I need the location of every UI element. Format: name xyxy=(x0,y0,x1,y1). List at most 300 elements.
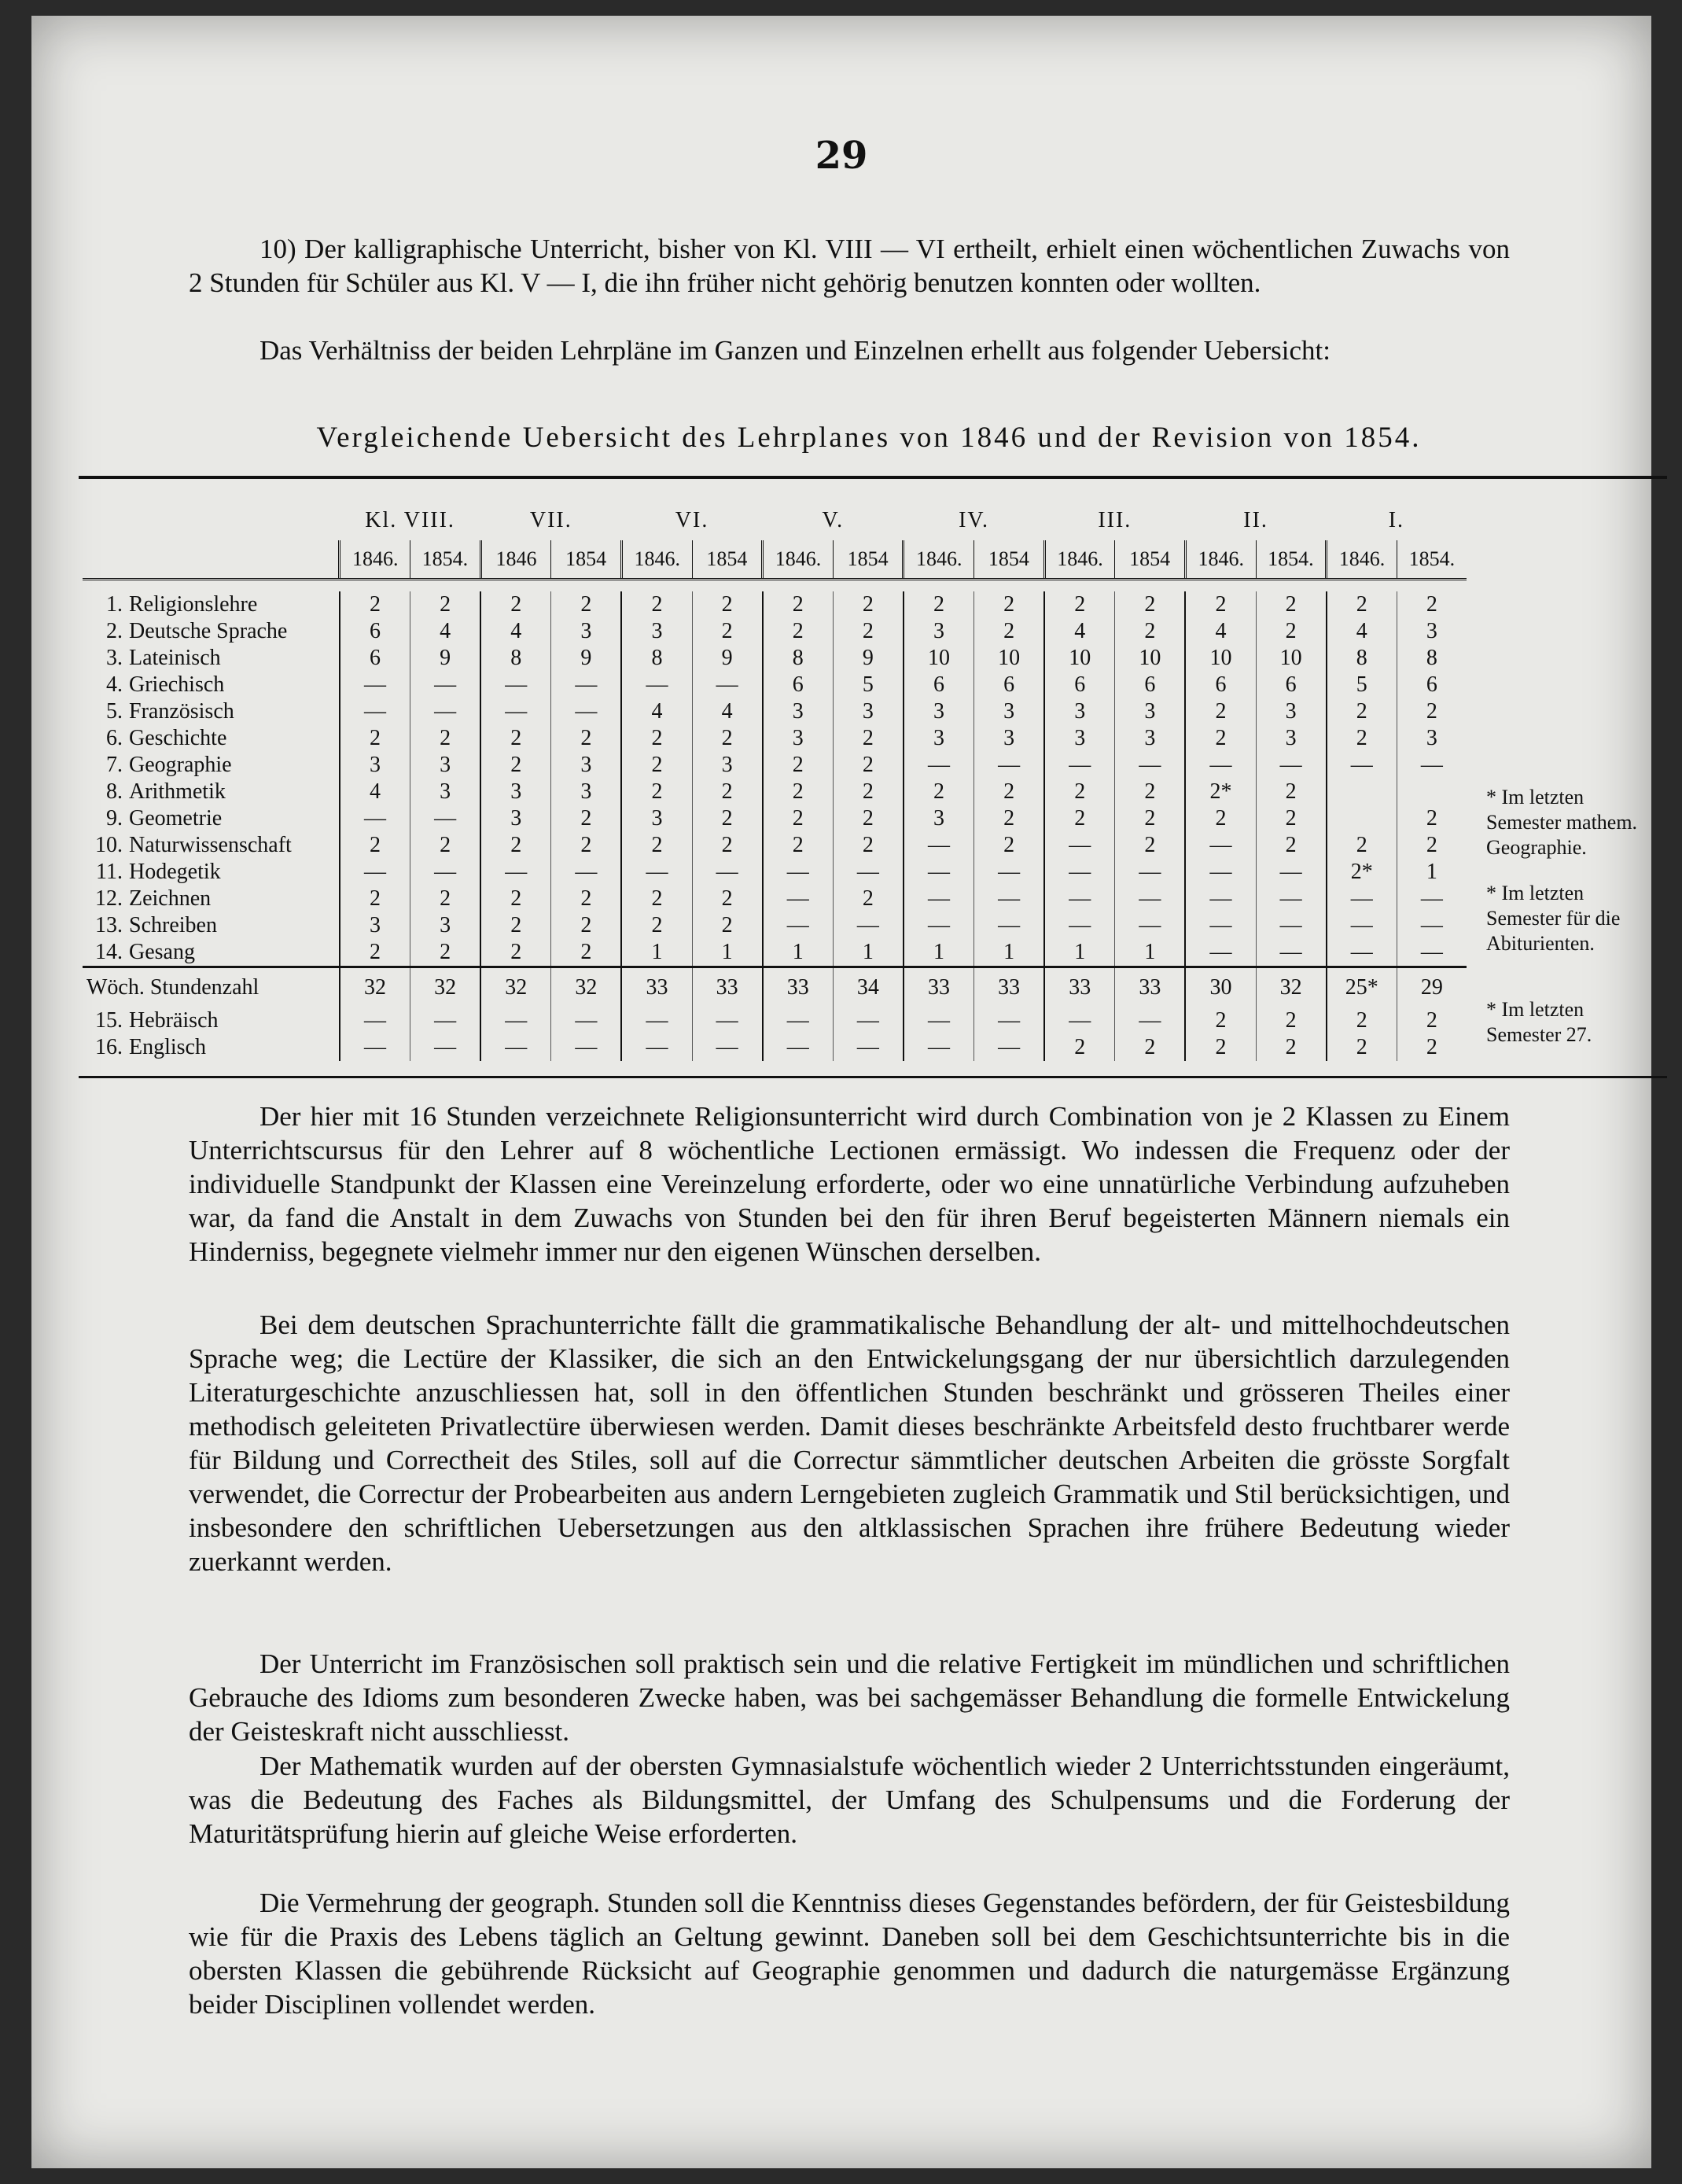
table-row xyxy=(83,698,1467,725)
table-top-rule xyxy=(79,476,1667,479)
class-header: VII. xyxy=(529,508,572,532)
year-header: 1846. xyxy=(340,540,410,580)
hours-cell: 3 xyxy=(480,805,551,832)
hours-cell: — xyxy=(1115,1007,1186,1034)
hours-cell: 2 xyxy=(621,832,692,859)
hours-cell: 2 xyxy=(692,912,763,939)
hours-cell: 2 xyxy=(480,591,551,618)
subject-label xyxy=(83,939,340,967)
subject-label xyxy=(83,967,340,1008)
hours-cell: 2 xyxy=(1256,591,1327,618)
hours-cell: 33 xyxy=(692,967,763,1008)
hours-cell: 2 xyxy=(1115,618,1186,645)
hours-cell: 2 xyxy=(1256,779,1327,805)
hours-cell: — xyxy=(1256,912,1327,939)
hours-cell: — xyxy=(833,912,904,939)
hours-cell: 4 xyxy=(1044,618,1115,645)
hours-cell: 2 xyxy=(1327,1034,1397,1061)
hours-cell: 2 xyxy=(763,752,834,779)
table-row xyxy=(83,645,1467,672)
hours-cell: 2 xyxy=(480,912,551,939)
hours-cell: — xyxy=(340,672,410,698)
hours-cell: 2 xyxy=(904,779,974,805)
hours-cell: 3 xyxy=(621,618,692,645)
hours-cell: 2 xyxy=(1044,779,1115,805)
class-header: III. xyxy=(1098,508,1132,532)
hours-cell: 10 xyxy=(1256,645,1327,672)
hours-cell: — xyxy=(410,859,481,886)
year-header: 1854 xyxy=(974,540,1045,580)
hours-cell: — xyxy=(763,1034,834,1061)
row-number: 15. xyxy=(95,1008,123,1033)
hours-cell: — xyxy=(974,886,1045,912)
hours-cell: 3 xyxy=(974,725,1045,752)
hours-cell: 2 xyxy=(1256,618,1327,645)
hours-cell: 32 xyxy=(340,967,410,1008)
hours-cell: 2 xyxy=(1115,779,1186,805)
subject-label xyxy=(83,779,340,805)
hours-cell: 2 xyxy=(621,912,692,939)
hours-cell: 2 xyxy=(692,779,763,805)
hours-cell: 5 xyxy=(1327,672,1397,698)
hours-cell: 2 xyxy=(551,912,622,939)
hours-cell: 2 xyxy=(692,591,763,618)
subject-label xyxy=(83,886,340,912)
hours-cell: 2 xyxy=(1397,591,1467,618)
hours-cell: 3 xyxy=(551,779,622,805)
hours-cell: — xyxy=(1115,912,1186,939)
hours-cell: — xyxy=(621,672,692,698)
hours-cell: — xyxy=(904,1034,974,1061)
year-header-row xyxy=(83,540,1467,580)
hours-cell: 3 xyxy=(410,912,481,939)
hours-cell: — xyxy=(340,1034,410,1061)
hours-cell: — xyxy=(763,886,834,912)
year-header: 1854 xyxy=(692,540,763,580)
hours-cell: 2* xyxy=(1185,779,1256,805)
hours-cell: 2 xyxy=(833,832,904,859)
subject-name: Geometrie xyxy=(129,806,223,831)
hours-cell: 2 xyxy=(1044,591,1115,618)
hours-cell: 2 xyxy=(621,725,692,752)
hours-cell: — xyxy=(904,912,974,939)
table-row xyxy=(83,1007,1467,1034)
hours-cell: 4 xyxy=(1185,618,1256,645)
class-header-row xyxy=(83,501,1467,540)
hours-cell: 2 xyxy=(621,779,692,805)
hours-cell: 2 xyxy=(1185,698,1256,725)
hours-cell: — xyxy=(904,886,974,912)
hours-cell: 2 xyxy=(974,779,1045,805)
document-page xyxy=(31,16,1651,2168)
class-header: V. xyxy=(822,508,845,532)
hours-cell: — xyxy=(1044,912,1115,939)
hours-cell: 2 xyxy=(480,752,551,779)
hours-cell: — xyxy=(410,1034,481,1061)
hours-cell: 33 xyxy=(974,967,1045,1008)
hours-cell: 2 xyxy=(621,752,692,779)
hours-cell: — xyxy=(1185,939,1256,967)
hours-cell: 3 xyxy=(551,752,622,779)
hours-cell: 1 xyxy=(833,939,904,967)
hours-cell: 6 xyxy=(974,672,1045,698)
subject-label xyxy=(83,725,340,752)
hours-cell: 8 xyxy=(1397,645,1467,672)
hours-cell: — xyxy=(833,1007,904,1034)
subject-name: Hodegetik xyxy=(129,860,221,884)
hours-cell: 1 xyxy=(974,939,1045,967)
hours-cell: 2 xyxy=(692,805,763,832)
hours-cell: — xyxy=(833,859,904,886)
subject-name: Lateinisch xyxy=(129,646,221,670)
hours-cell: 2 xyxy=(692,618,763,645)
hours-cell: 1 xyxy=(621,939,692,967)
hours-cell: — xyxy=(974,1034,1045,1061)
hours-cell: 2 xyxy=(833,591,904,618)
hours-cell: 6 xyxy=(340,618,410,645)
subject-name: Griechisch xyxy=(129,672,225,697)
table-row xyxy=(83,886,1467,912)
page-number: 29 xyxy=(815,134,868,178)
hours-cell: 2 xyxy=(551,591,622,618)
hours-cell: 2 xyxy=(551,886,622,912)
hours-cell: 3 xyxy=(763,725,834,752)
hours-cell: 6 xyxy=(1185,672,1256,698)
hours-cell: 2 xyxy=(1397,832,1467,859)
hours-cell: 9 xyxy=(833,645,904,672)
hours-cell: 2 xyxy=(1397,1007,1467,1034)
row-number: 7. xyxy=(106,753,123,777)
hours-cell: 4 xyxy=(1327,618,1397,645)
hours-cell: 2 xyxy=(1115,591,1186,618)
hours-cell: 3 xyxy=(410,779,481,805)
curriculum-table xyxy=(83,501,1467,1061)
hours-cell: 2 xyxy=(1044,1034,1115,1061)
row-number: 8. xyxy=(106,779,123,804)
table-bottom-rule xyxy=(79,1076,1667,1078)
hours-cell: 2 xyxy=(692,832,763,859)
hours-cell: 2 xyxy=(974,832,1045,859)
hours-cell: — xyxy=(1256,752,1327,779)
hours-cell: 10 xyxy=(974,645,1045,672)
hours-cell: — xyxy=(1397,752,1467,779)
hours-cell: 2 xyxy=(1397,1034,1467,1061)
table-row xyxy=(83,752,1467,779)
hours-cell: — xyxy=(904,752,974,779)
hours-cell: — xyxy=(1327,886,1397,912)
subject-name: Gesang xyxy=(129,940,195,964)
subject-name: Geschichte xyxy=(129,726,227,750)
subject-name: Englisch xyxy=(129,1035,206,1059)
hours-cell: — xyxy=(551,672,622,698)
row-number: 6. xyxy=(106,726,123,750)
hours-cell: 2 xyxy=(1256,805,1327,832)
year-header: 1854. xyxy=(1397,540,1467,580)
hours-cell: 4 xyxy=(621,698,692,725)
hours-cell: 2 xyxy=(1115,1034,1186,1061)
table-row xyxy=(83,779,1467,805)
row-number: 5. xyxy=(106,699,123,724)
hours-cell: 32 xyxy=(1256,967,1327,1008)
hours-cell: 6 xyxy=(340,645,410,672)
table-row xyxy=(83,967,1467,1008)
hours-cell: 3 xyxy=(551,618,622,645)
hours-cell: 2 xyxy=(621,886,692,912)
hours-cell: 8 xyxy=(1327,645,1397,672)
hours-cell: 3 xyxy=(692,752,763,779)
hours-cell: — xyxy=(621,859,692,886)
subject-label xyxy=(83,672,340,698)
hours-cell: 2 xyxy=(410,939,481,967)
hours-cell: — xyxy=(480,1007,551,1034)
hours-cell: — xyxy=(692,672,763,698)
hours-cell: 4 xyxy=(340,779,410,805)
hours-cell: — xyxy=(1115,859,1186,886)
hours-cell: — xyxy=(1397,939,1467,967)
hours-cell: 1 xyxy=(1397,859,1467,886)
intro-paragraph-2: Das Verhältniss der beiden Lehrpläne im Ganzen und Einzelnen erhellt aus folgender Uebersicht: xyxy=(259,335,1331,366)
hours-cell: 2 xyxy=(1044,805,1115,832)
hours-cell: 2 xyxy=(1115,832,1186,859)
hours-cell: 1 xyxy=(904,939,974,967)
year-header: 1846. xyxy=(763,540,834,580)
hours-cell: 2 xyxy=(1327,591,1397,618)
hours-cell: — xyxy=(974,752,1045,779)
body-paragraph-4: Der Mathematik wurden auf der obersten Gymnasialstufe wöchentlich wieder 2 Unterrichtsstunden eingeräumt, was die Bedeutung des Faches als Bildungsmittel, der Umfang des Schulpensums und die Forderung der Maturitätsprüfung hierin auf gleiche Weise erforderten. xyxy=(189,1751,1510,1849)
hours-cell: 10 xyxy=(904,645,974,672)
hours-cell: 3 xyxy=(621,805,692,832)
hours-cell: 29 xyxy=(1397,967,1467,1008)
hours-cell: 33 xyxy=(763,967,834,1008)
subject-name: Schreiben xyxy=(129,913,217,937)
hours-cell: 33 xyxy=(904,967,974,1008)
hours-cell: 2 xyxy=(621,591,692,618)
hours-cell: 2 xyxy=(410,832,481,859)
hours-cell: 33 xyxy=(1115,967,1186,1008)
hours-cell: — xyxy=(904,859,974,886)
hours-cell: 2 xyxy=(763,618,834,645)
hours-cell: 2 xyxy=(763,832,834,859)
hours-cell: 2 xyxy=(974,618,1045,645)
hours-cell: — xyxy=(692,859,763,886)
hours-cell: 2 xyxy=(763,779,834,805)
hours-cell: 2 xyxy=(974,591,1045,618)
hours-cell: 33 xyxy=(1044,967,1115,1008)
hours-cell: — xyxy=(763,859,834,886)
year-header: 1846. xyxy=(1327,540,1397,580)
body-paragraph-1: Der hier mit 16 Stunden verzeichnete Religionsunterricht wird durch Combination von je 2 Klassen zu Einem Unterrichtscursus für den Lehrer auf 8 wöchentliche Lectionen ermässigt. Wo indessen die Frequenz oder der individuelle Standpunkt der Klassen eine Vereinzelung erforderte, oder wo eine unnatürliche Verbindung aufzuheben war, da fand die Anstalt in dem Zuwachs von Stunden bei den für ihren Beruf begeisterten Männern niemals ein Hinderniss, begegnete vielmehr immer nur den eigenen Wünschen derselben. xyxy=(189,1101,1510,1267)
hours-cell: 2 xyxy=(1256,1034,1327,1061)
table-row xyxy=(83,805,1467,832)
table-row xyxy=(83,1034,1467,1061)
hours-cell: 3 xyxy=(410,752,481,779)
hours-cell: — xyxy=(1256,886,1327,912)
body-paragraph-3: Der Unterricht im Französischen soll praktisch sein und die relative Fertigkeit im mündlichen und schriftlichen Gebrauche des Idioms zum besonderen Zwecke haben, was bei sachgemässer Behandlung die formelle Entwickelung der Geisteskraft nicht ausschliesst. xyxy=(189,1648,1510,1747)
hours-cell: 1 xyxy=(763,939,834,967)
hours-cell: 2 xyxy=(340,939,410,967)
hours-cell: 2 xyxy=(1327,832,1397,859)
subject-label xyxy=(83,645,340,672)
row-number: 1. xyxy=(106,592,123,617)
hours-cell: — xyxy=(410,805,481,832)
subject-name: Französisch xyxy=(129,699,234,724)
hours-cell: 3 xyxy=(904,725,974,752)
hours-cell: — xyxy=(410,698,481,725)
row-number: 4. xyxy=(106,672,123,697)
hours-cell: 32 xyxy=(480,967,551,1008)
subject-label xyxy=(83,591,340,618)
year-header: 1846 xyxy=(480,540,551,580)
hours-cell: 2 xyxy=(551,805,622,832)
subject-name: Religionslehre xyxy=(129,592,258,617)
hours-cell: 9 xyxy=(692,645,763,672)
hours-cell: 6 xyxy=(1397,672,1467,698)
year-header: 1854 xyxy=(833,540,904,580)
hours-cell: 32 xyxy=(410,967,481,1008)
hours-cell: 5 xyxy=(833,672,904,698)
hours-cell xyxy=(1327,805,1397,832)
hours-cell: 3 xyxy=(340,752,410,779)
hours-cell: — xyxy=(621,1034,692,1061)
subject-name: Zeichnen xyxy=(129,886,212,911)
hours-cell: — xyxy=(340,698,410,725)
hours-cell: 2 xyxy=(763,591,834,618)
hours-cell: 2 xyxy=(1185,805,1256,832)
hours-cell: 4 xyxy=(692,698,763,725)
hours-cell: 1 xyxy=(1115,939,1186,967)
hours-cell: 6 xyxy=(904,672,974,698)
row-number: 3. xyxy=(106,646,123,670)
hours-cell: 3 xyxy=(1397,725,1467,752)
year-header: 1854 xyxy=(1115,540,1186,580)
hours-cell: 10 xyxy=(1185,645,1256,672)
year-header: 1846. xyxy=(1044,540,1115,580)
hours-cell: — xyxy=(763,912,834,939)
class-header: Kl. VIII. xyxy=(365,508,455,532)
hours-cell: 2 xyxy=(340,832,410,859)
hours-cell: 2 xyxy=(833,752,904,779)
class-header: IV. xyxy=(959,508,990,532)
class-header: I. xyxy=(1388,508,1405,532)
subject-name: Arithmetik xyxy=(129,779,226,804)
hours-cell: 2 xyxy=(480,939,551,967)
hours-cell: 2 xyxy=(410,886,481,912)
hours-cell: — xyxy=(551,1007,622,1034)
hours-cell: 2 xyxy=(410,725,481,752)
hours-cell: 3 xyxy=(904,698,974,725)
hours-cell: — xyxy=(1327,752,1397,779)
year-header: 1846. xyxy=(904,540,974,580)
hours-cell: 2 xyxy=(1397,698,1467,725)
hours-cell: 8 xyxy=(763,645,834,672)
hours-cell: 3 xyxy=(1397,618,1467,645)
hours-cell: 2 xyxy=(833,725,904,752)
hours-cell: 2* xyxy=(1327,859,1397,886)
hours-cell: 2 xyxy=(833,886,904,912)
hours-cell: — xyxy=(480,1034,551,1061)
subject-label xyxy=(83,1007,340,1034)
hours-cell: 3 xyxy=(904,618,974,645)
hours-cell: 30 xyxy=(1185,967,1256,1008)
hours-cell: 2 xyxy=(551,939,622,967)
subject-name: Hebräisch xyxy=(129,1008,219,1033)
footnote-1: * Im letzten Semester mathem. Geographie. xyxy=(1486,786,1638,859)
hours-cell: — xyxy=(833,1034,904,1061)
hours-cell: — xyxy=(480,859,551,886)
hours-cell: — xyxy=(904,832,974,859)
hours-cell: — xyxy=(551,698,622,725)
table-row xyxy=(83,672,1467,698)
hours-cell: 3 xyxy=(763,698,834,725)
hours-cell: 2 xyxy=(551,832,622,859)
subject-name: Naturwissenschaft xyxy=(129,833,292,857)
hours-cell: 2 xyxy=(1256,832,1327,859)
hours-cell: — xyxy=(1115,752,1186,779)
hours-cell: — xyxy=(340,805,410,832)
subject-label xyxy=(83,912,340,939)
hours-cell: 2 xyxy=(1185,591,1256,618)
hours-cell: 33 xyxy=(621,967,692,1008)
hours-cell: — xyxy=(1185,912,1256,939)
footnote-2: * Im letzten Semester für die Abiturienten. xyxy=(1486,882,1621,955)
hours-cell: 9 xyxy=(551,645,622,672)
hours-cell: 10 xyxy=(1115,645,1186,672)
hours-cell: 2 xyxy=(1185,725,1256,752)
hours-cell: — xyxy=(621,1007,692,1034)
subject-label xyxy=(83,805,340,832)
hours-cell: — xyxy=(1397,886,1467,912)
hours-cell: 2 xyxy=(833,779,904,805)
footnote-3: * Im letzten Semester 27. xyxy=(1486,998,1592,1046)
hours-cell: 34 xyxy=(833,967,904,1008)
row-number: 2. xyxy=(106,619,123,643)
hours-cell: 2 xyxy=(1115,805,1186,832)
body-paragraph-2: Bei dem deutschen Sprachunterrichte fällt die grammatikalische Behandlung der alt- und mittelhochdeutschen Sprache weg; die Lectüre der Klassiker, die sich an den Entwickelungsgang der nur übersichtlich darzulegenden Literaturgeschichte anzuschliessen hat, soll in den öffentlichen Stunden beschränkt und grösseren Theiles einer methodisch geleiteten Privatlectüre überwiesen werden. Damit dieses beschränkte Arbeitsfeld desto fruchtbarer werde für Bildung und Correctheit des Stiles, soll auf die Correctur sämmtlicher deutschen Arbeiten die grösste Sorgfalt verwendet, die Correctur der Probearbeiten aus andern Lerngebieten zugleich Grammatik und Stil berücksichtigen, und insbesondere den schriftlichen Uebersetzungen aus den altklassischen Sprachen ihre frühere Bedeutung wieder zuerkannt werden. xyxy=(189,1309,1510,1577)
hours-cell: 2 xyxy=(480,725,551,752)
hours-cell: 2 xyxy=(904,591,974,618)
hours-cell: — xyxy=(1327,912,1397,939)
hours-cell: 2 xyxy=(551,725,622,752)
hours-cell: — xyxy=(1327,939,1397,967)
hours-cell: — xyxy=(340,1007,410,1034)
hours-cell: — xyxy=(1397,912,1467,939)
hours-cell: 2 xyxy=(833,805,904,832)
hours-cell: 2 xyxy=(692,886,763,912)
hours-cell: 8 xyxy=(621,645,692,672)
subject-label xyxy=(83,1034,340,1061)
hours-cell: 6 xyxy=(1115,672,1186,698)
hours-cell: 2 xyxy=(410,591,481,618)
table-title: Vergleichende Uebersicht des Lehrplanes von 1846 und der Revision von 1854. xyxy=(316,422,1422,454)
hours-cell: — xyxy=(1185,832,1256,859)
hours-cell: — xyxy=(692,1007,763,1034)
table-row xyxy=(83,618,1467,645)
hours-cell: 10 xyxy=(1044,645,1115,672)
hours-cell: — xyxy=(410,672,481,698)
subject-name: Deutsche Sprache xyxy=(129,619,288,643)
hours-cell: 2 xyxy=(1327,1007,1397,1034)
hours-cell: 3 xyxy=(1115,725,1186,752)
hours-cell: 3 xyxy=(1044,698,1115,725)
hours-cell: 1 xyxy=(692,939,763,967)
hours-cell: 4 xyxy=(410,618,481,645)
hours-cell: 2 xyxy=(1327,698,1397,725)
hours-cell: 2 xyxy=(1327,725,1397,752)
hours-cell: — xyxy=(1185,752,1256,779)
hours-cell: 3 xyxy=(1115,698,1186,725)
hours-cell: 1 xyxy=(1044,939,1115,967)
table-row xyxy=(83,832,1467,859)
